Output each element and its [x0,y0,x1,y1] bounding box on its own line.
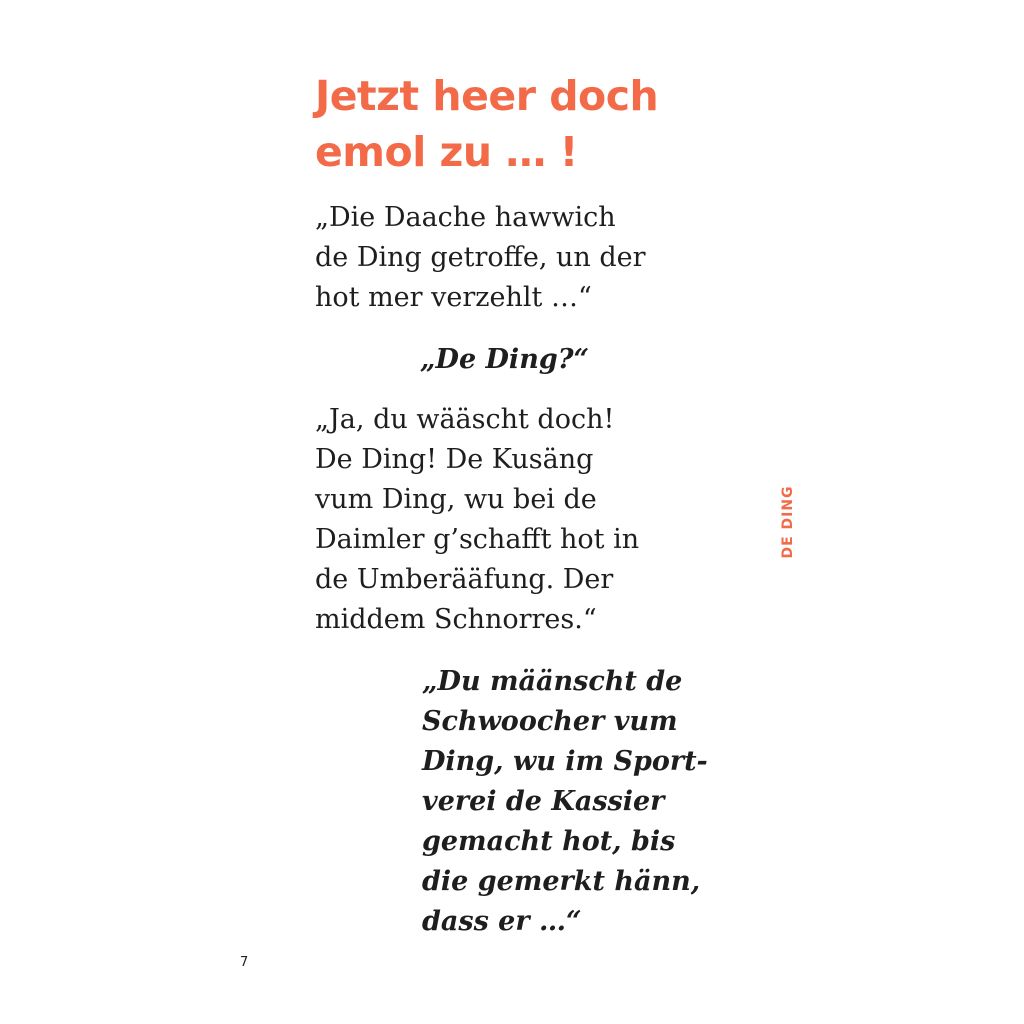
text-line: de Ding getroffe, un der [315,242,646,273]
running-head-label: DE DING [780,485,796,559]
text-line: Ding, wu im Sport- [422,746,708,777]
dialogue-reply [420,340,589,380]
text-line: „Du määnscht de [422,666,683,697]
dialogue-paragraph [315,198,646,318]
text-line: die gemerkt hänn, [422,866,701,897]
text-line: „Ja, du wääscht doch! [315,404,615,435]
dialogue-paragraph [315,400,639,640]
text-line: „De Ding?“ [420,344,590,375]
text-line: Schwoocher vum [422,706,678,737]
text-line: De Ding! De Kusäng [315,444,594,475]
page-number: 7 [240,955,249,970]
chapter-heading [315,68,735,180]
dialogue-reply [422,662,708,942]
text-line: Daimler g’schafft hot in [315,524,640,555]
text-line: „Die Daache hawwich [315,202,616,233]
text-line: middem Schnorres.“ [315,604,597,635]
heading-line: Jetzt heer doch [315,72,659,120]
text-line: verei de Kassier [422,786,665,817]
text-line: de Umberääfung. Der [315,564,614,595]
running-head [778,484,798,560]
heading-line: emol zu … ! [315,128,578,176]
text-line: gemacht hot, bis [422,826,676,857]
text-line: hot mer verzehlt …“ [315,282,592,313]
text-line: vum Ding, wu bei de [315,484,597,515]
text-line: dass er …“ [422,906,582,937]
